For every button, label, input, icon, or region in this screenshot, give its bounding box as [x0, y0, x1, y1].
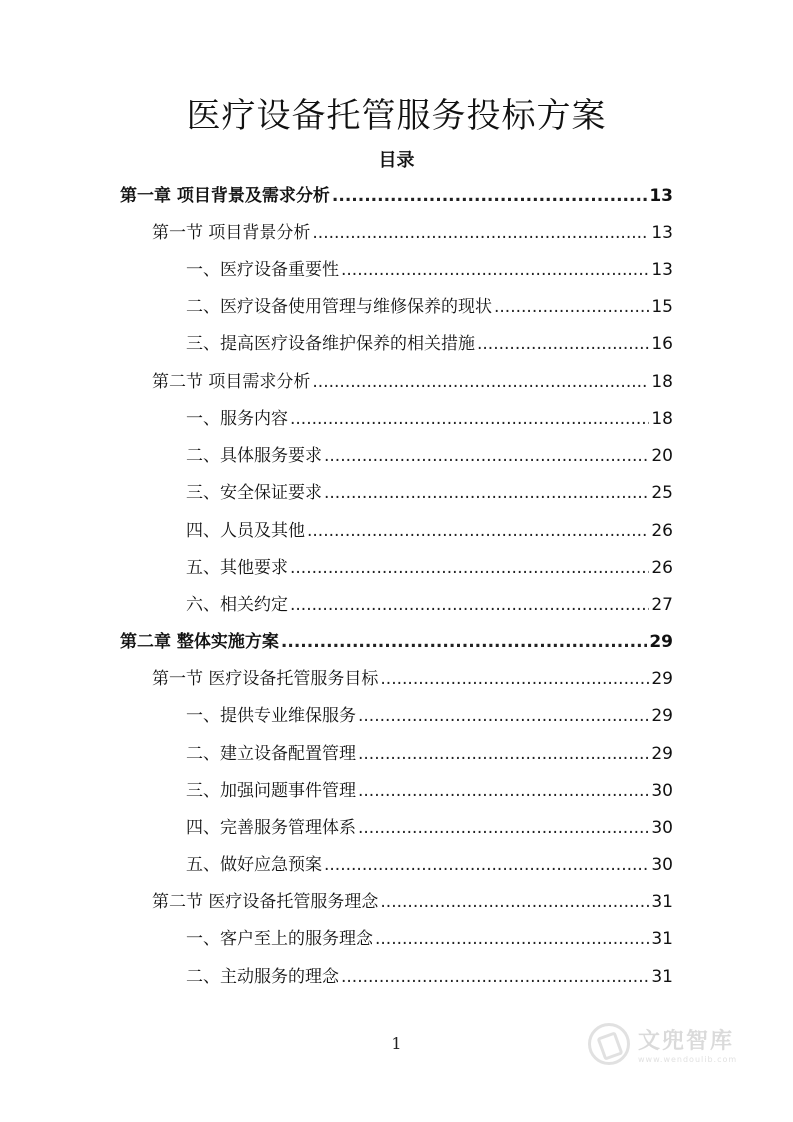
toc-entry[interactable] [186, 401, 673, 438]
toc-entry-label: 第二章 整体实施方案 [120, 632, 279, 652]
toc-entry-label: 二、医疗设备使用管理与维修保养的现状 [186, 297, 492, 317]
toc-entry[interactable] [186, 326, 673, 363]
dot-leader [358, 773, 649, 810]
dot-leader [358, 810, 649, 847]
dot-leader [281, 624, 647, 661]
toc-entry-label: 五、做好应急预案 [186, 855, 322, 875]
toc-entry-page: 29 [651, 669, 673, 689]
toc-heading: 目录 [378, 150, 415, 171]
toc-entry-page: 31 [651, 967, 673, 987]
toc-entry[interactable] [152, 215, 673, 252]
watermark-url: www.wendoulib.com [638, 1055, 738, 1064]
toc-entry-label: 第二节 项目需求分析 [152, 372, 311, 392]
dot-leader [332, 178, 647, 215]
dot-leader [312, 364, 649, 401]
toc-entry[interactable] [186, 587, 673, 624]
dot-leader [341, 959, 649, 996]
toc-entry[interactable] [186, 959, 673, 996]
toc-entry[interactable] [186, 921, 673, 958]
toc-entry[interactable] [186, 475, 673, 512]
dot-leader [307, 513, 649, 550]
dot-leader [324, 475, 649, 512]
toc-entry-page: 25 [651, 483, 673, 503]
toc-entry-page: 20 [651, 446, 673, 466]
toc-entry-page: 31 [651, 929, 673, 949]
toc-entry[interactable] [186, 847, 673, 884]
watermark [588, 1018, 758, 1070]
dot-leader [380, 884, 649, 921]
toc-entry-page: 30 [651, 781, 673, 801]
toc-entry-label: 第一节 医疗设备托管服务目标 [152, 669, 379, 689]
toc-entry-label: 三、加强问题事件管理 [186, 781, 356, 801]
toc-entry-page: 18 [651, 409, 673, 429]
dot-leader [341, 252, 649, 289]
toc-entry-page: 16 [651, 334, 673, 354]
toc-entry-label: 二、建立设备配置管理 [186, 744, 356, 764]
toc-entry-label: 四、人员及其他 [186, 521, 305, 541]
dot-leader [375, 921, 649, 958]
toc-entry-page: 13 [651, 223, 673, 243]
toc-entry-page: 29 [651, 744, 673, 764]
toc-entry-page: 29 [649, 632, 673, 652]
toc-entry[interactable] [186, 289, 673, 326]
toc-entry[interactable] [186, 736, 673, 773]
dot-leader [477, 326, 649, 363]
toc-entry-page: 30 [651, 818, 673, 838]
toc-entry-page: 27 [651, 595, 673, 615]
toc-entry-label: 三、提高医疗设备维护保养的相关措施 [186, 334, 475, 354]
toc-entry-page: 26 [651, 558, 673, 578]
toc-entry-page: 30 [651, 855, 673, 875]
toc-entry-label: 一、服务内容 [186, 409, 288, 429]
toc-entry[interactable] [186, 550, 673, 587]
toc-entry-page: 29 [651, 706, 673, 726]
toc-entry[interactable] [186, 773, 673, 810]
toc-entry-page: 13 [651, 260, 673, 280]
toc-entry-label: 第二节 医疗设备托管服务理念 [152, 892, 379, 912]
document-title: 医疗设备托管服务投标方案 [186, 96, 607, 136]
dot-leader [290, 401, 649, 438]
dot-leader [312, 215, 649, 252]
toc-entry[interactable] [186, 513, 673, 550]
toc-entry-label: 二、具体服务要求 [186, 446, 322, 466]
watermark-text [638, 1024, 737, 1064]
toc-entry-page: 31 [651, 892, 673, 912]
toc-entry-label: 第一章 项目背景及需求分析 [120, 186, 330, 206]
toc-entry-label: 五、其他要求 [186, 558, 288, 578]
dot-leader [290, 587, 649, 624]
toc-entry[interactable] [186, 698, 673, 735]
toc-entry-label: 三、安全保证要求 [186, 483, 322, 503]
toc-entry[interactable] [186, 252, 673, 289]
toc-entry-label: 六、相关约定 [186, 595, 288, 615]
dot-leader [358, 736, 649, 773]
dot-leader [290, 550, 649, 587]
toc-entry[interactable] [186, 438, 673, 475]
toc-entry[interactable] [186, 810, 673, 847]
toc-entry-label: 一、客户至上的服务理念 [186, 929, 373, 949]
toc-entry-label: 一、提供专业维保服务 [186, 706, 356, 726]
toc-entry-page: 26 [651, 521, 673, 541]
dot-leader [494, 289, 649, 326]
wendou-logo-icon [588, 1023, 630, 1065]
toc-entry-label: 第一节 项目背景分析 [152, 223, 311, 243]
toc-entry-page: 15 [651, 297, 673, 317]
toc-entry[interactable] [120, 624, 673, 661]
dot-leader [380, 661, 649, 698]
toc-entry[interactable] [120, 178, 673, 215]
toc-entry-label: 一、医疗设备重要性 [186, 260, 339, 280]
dot-leader [324, 847, 649, 884]
toc-entry[interactable] [152, 884, 673, 921]
toc-entry-page: 13 [649, 186, 673, 206]
watermark-name: 文兜智库 [638, 1029, 735, 1054]
dot-leader [358, 698, 649, 735]
toc-entry-page: 18 [651, 372, 673, 392]
dot-leader [324, 438, 649, 475]
toc-entry[interactable] [152, 364, 673, 401]
toc-entry-label: 四、完善服务管理体系 [186, 818, 356, 838]
page-number: 1 [391, 1034, 402, 1053]
toc-entry-label: 二、主动服务的理念 [186, 967, 339, 987]
toc-entry[interactable] [152, 661, 673, 698]
